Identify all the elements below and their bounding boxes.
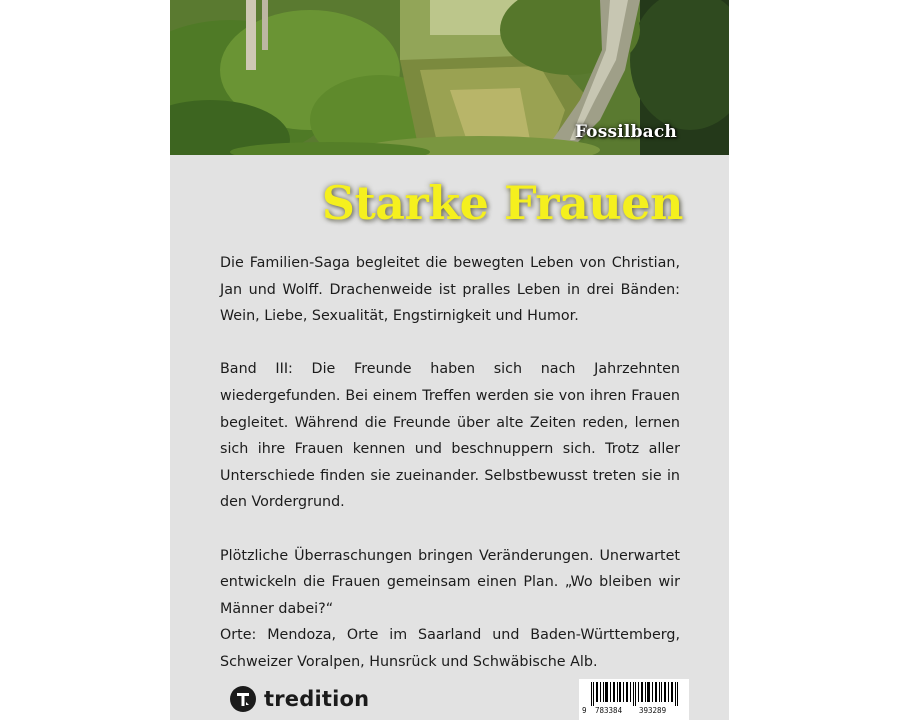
blurb-text [220, 250, 680, 676]
barcode-left-digits: 783384 [595, 706, 623, 715]
photo-caption: Fossilbach [574, 122, 677, 142]
blurb-paragraph-surprises: Plötzliche Überraschungen bringen Veränderungen. Unerwartet entwickeln die Frauen gemeinsam einen Plan. „Wo bleiben wir Männer dabei?“ [220, 547, 680, 617]
cover-photo [170, 0, 729, 155]
barcode-first-digit: 9 [582, 706, 587, 715]
tredition-logo-icon [230, 686, 256, 712]
publisher-name: tredition [264, 687, 370, 711]
book-back-cover [170, 0, 729, 720]
publisher-logo [230, 686, 369, 712]
book-title: Starke Frauen [321, 176, 683, 230]
blurb-paragraph-places: Orte: Mendoza, Orte im Saarland und Baden-Württemberg, Schweizer Voralpen, Hunsrück und Schwäbische Alb. [220, 627, 680, 670]
isbn-barcode [579, 679, 689, 720]
blurb-paragraph-band: Band III: Die Freunde haben sich nach Jahrzehnten wiedergefunden. Bei einem Treffen werden sie von ihren Frauen begleitet. Während die Freunde über alte Zeiten reden, lernen sich ihre Frauen kennen und beschnuppern sich. Trotz aller Unterschiede finden sie zueinander. Selbstbewusst treten sie in den Vordergrund. [220, 361, 680, 511]
barcode-right-digits: 393289 [639, 706, 667, 715]
barcode-bars [583, 682, 685, 706]
blurb-paragraph-intro: Die Familien-Saga begleitet die bewegten Leben von Christian, Jan und Wolff. Drachenweide ist pralles Leben in drei Bänden: Wein, Liebe, Sexualität, Engstirnigkeit und Humor. [220, 255, 680, 325]
